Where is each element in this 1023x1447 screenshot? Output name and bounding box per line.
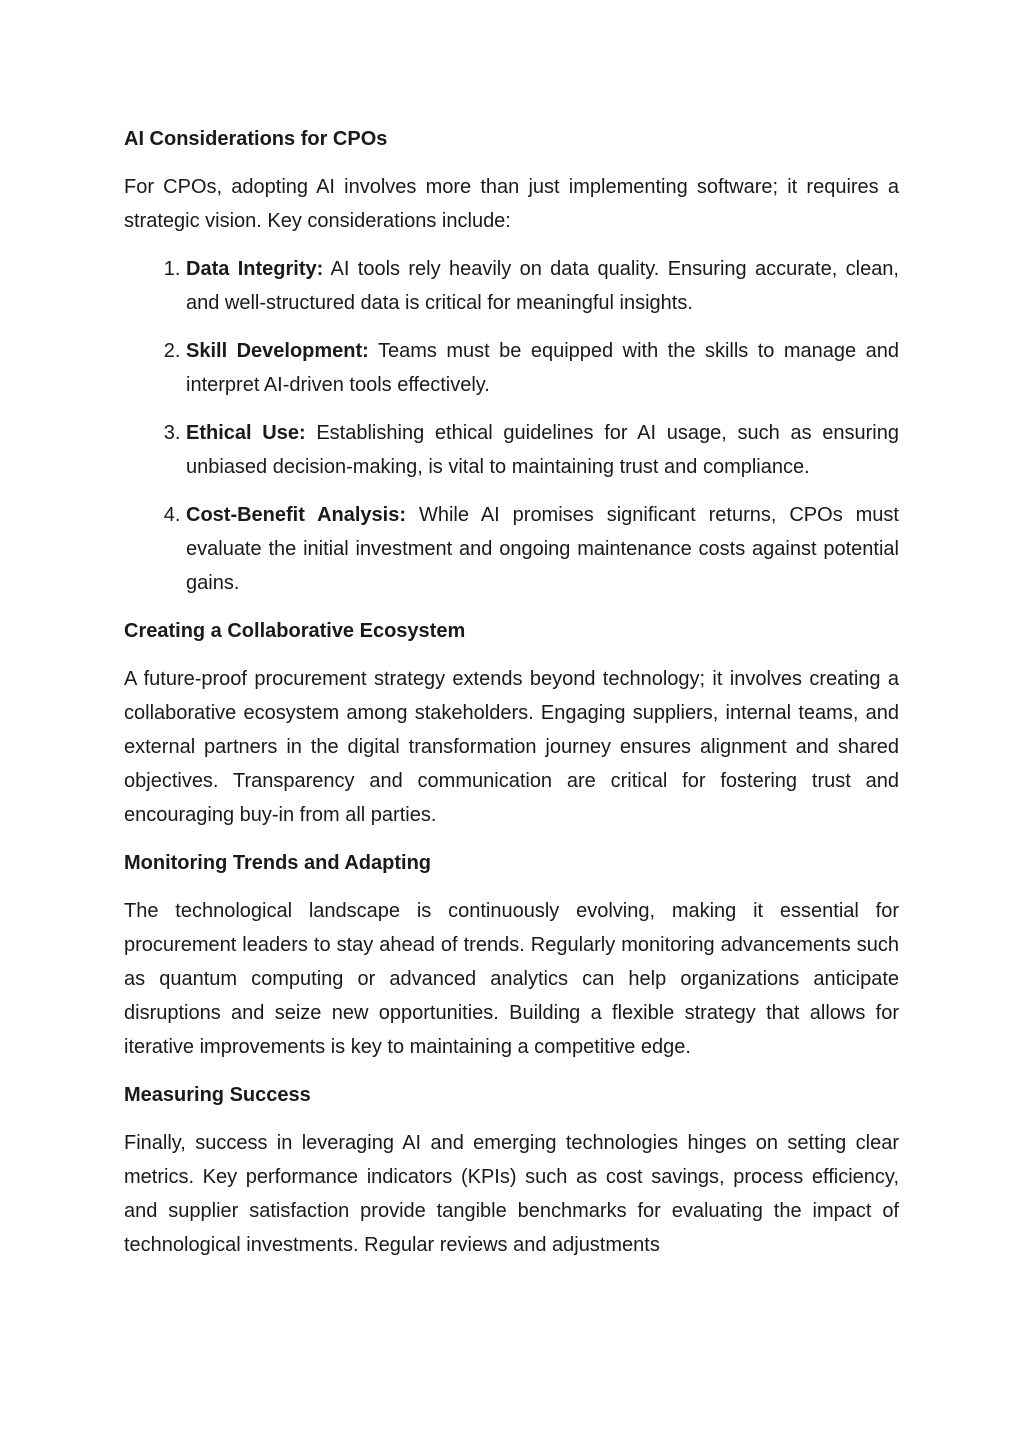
document-page (124, 122, 899, 1276)
section-heading: Measuring Success (124, 1084, 311, 1106)
list-item-text: While AI promises significant returns, CPOs must evaluate the initial investment and ongoing maintenance costs against potential gains. (186, 504, 899, 594)
list-item-text: Teams must be equipped with the skills to manage and interpret AI-driven tools effectively. (186, 340, 900, 396)
list-item-term: Ethical Use: (186, 422, 306, 444)
section-measuring-success (124, 1078, 899, 1262)
list-item-text: Establishing ethical guidelines for AI usage, such as ensuring unbiased decision-making, is vital to maintaining trust and compliance. (186, 422, 899, 478)
section-body: Finally, success in leveraging AI and emerging technologies hinges on setting clear metrics. Key performance indicators (KPIs) such as cost savings, process efficiency, and supplier satisfaction provide tangible benchmarks for evaluating the impact of technological investments. Regular reviews and adjustments (124, 1132, 899, 1256)
list-item (186, 416, 899, 484)
section-collaborative-ecosystem (124, 614, 899, 832)
section-ai-considerations (124, 122, 899, 600)
section-monitoring-trends (124, 846, 899, 1064)
section-body: The technological landscape is continuously evolving, making it essential for procurement leaders to stay ahead of trends. Regularly monitoring advancements such as quantum computing or advanced analytics can help organizations anticipate disruptions and seize new opportunities. Building a flexible strategy that allows for iterative improvements is key to maintaining a competitive edge. (124, 900, 899, 1058)
list-item-term: Data Integrity: (186, 258, 324, 280)
section-body: A future-proof procurement strategy extends beyond technology; it involves creating a collaborative ecosystem among stakeholders. Engaging suppliers, internal teams, and external partners in the digital transformation journey ensures alignment and shared objectives. Transparency and communication are critical for fostering trust and encouraging buy-in from all parties. (124, 668, 899, 826)
list-item (186, 498, 899, 600)
section-heading: Creating a Collaborative Ecosystem (124, 620, 466, 642)
list-item-text: AI tools rely heavily on data quality. Ensuring accurate, clean, and well-structured data is critical for meaningful insights. (186, 258, 899, 314)
section-heading: AI Considerations for CPOs (124, 128, 388, 150)
considerations-list (124, 252, 899, 600)
list-item (186, 252, 899, 320)
list-item-term: Skill Development: (186, 340, 369, 362)
section-intro: For CPOs, adopting AI involves more than just implementing software; it requires a strategic vision. Key considerations include: (124, 176, 899, 232)
list-item-term: Cost-Benefit Analysis: (186, 504, 407, 526)
section-heading: Monitoring Trends and Adapting (124, 852, 432, 874)
list-item (186, 334, 899, 402)
